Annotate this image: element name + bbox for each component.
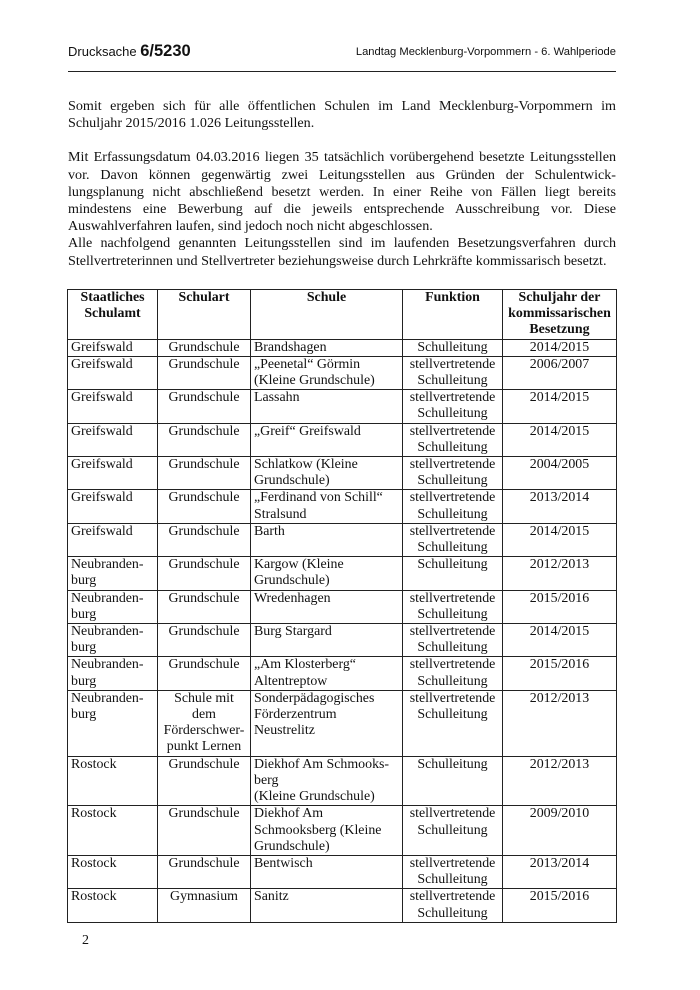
column-header: Staatliches Schulamt (68, 290, 158, 340)
table-cell: Neubranden- burg (68, 657, 158, 690)
table-cell: „Greif“ Greifswald (251, 423, 403, 456)
table-cell: Lassahn (251, 390, 403, 423)
table-cell: stellvertretende Schulleitung (403, 806, 503, 856)
table-cell: stellvertretende Schulleitung (403, 590, 503, 623)
table-cell: Grundschule (158, 590, 251, 623)
table-cell: Neubranden- burg (68, 557, 158, 590)
table-row (68, 657, 617, 690)
table-cell: Burg Stargard (251, 624, 403, 657)
table-cell: Grundschule (158, 557, 251, 590)
table-cell: Grundschule (158, 624, 251, 657)
page-header (68, 38, 616, 62)
page-number: 2 (82, 933, 89, 948)
table-cell: Kargow (Kleine Grundschule) (251, 557, 403, 590)
table-cell: 2014/2015 (503, 339, 617, 356)
table-cell: Rostock (68, 806, 158, 856)
table-cell: Rostock (68, 756, 158, 806)
table-cell: Schulleitung (403, 756, 503, 806)
table-cell: 2006/2007 (503, 356, 617, 389)
table-cell: 2014/2015 (503, 624, 617, 657)
table-cell: 2012/2013 (503, 557, 617, 590)
table-cell: Diekhof Am Schmooks- berg (Kleine Grundschule) (251, 756, 403, 806)
table-cell: stellvertretende Schulleitung (403, 356, 503, 389)
table-cell: Brandshagen (251, 339, 403, 356)
table-cell: Grundschule (158, 339, 251, 356)
table-cell: stellvertretende Schulleitung (403, 889, 503, 922)
table-cell: Schulleitung (403, 557, 503, 590)
table-cell: Greifswald (68, 423, 158, 456)
table-cell: 2014/2015 (503, 390, 617, 423)
table-row (68, 490, 617, 523)
table-cell: stellvertretende Schulleitung (403, 690, 503, 756)
table-cell: Schlatkow (Kleine Grundschule) (251, 457, 403, 490)
table-row (68, 457, 617, 490)
table-row (68, 590, 617, 623)
table-cell: stellvertretende Schulleitung (403, 490, 503, 523)
table-row (68, 557, 617, 590)
table-cell: stellvertretende Schulleitung (403, 523, 503, 556)
table-cell: „Peenetal“ Görmin (Kleine Grundschule) (251, 356, 403, 389)
table-cell: stellvertretende Schulleitung (403, 657, 503, 690)
table-cell: Greifswald (68, 490, 158, 523)
table-cell: Neubranden- burg (68, 590, 158, 623)
table-cell: Greifswald (68, 523, 158, 556)
table-cell: 2015/2016 (503, 657, 617, 690)
table-cell: 2014/2015 (503, 523, 617, 556)
table-cell: Sanitz (251, 889, 403, 922)
table-cell: Rostock (68, 855, 158, 888)
table-cell: stellvertretende Schulleitung (403, 855, 503, 888)
table-cell: 2012/2013 (503, 756, 617, 806)
table-cell: Grundschule (158, 657, 251, 690)
table-row (68, 806, 617, 856)
table-cell: Grundschule (158, 855, 251, 888)
table-row (68, 624, 617, 657)
table-row (68, 855, 617, 888)
table-cell: Grundschule (158, 423, 251, 456)
table-cell: „Am Klosterberg“ Altentreptow (251, 657, 403, 690)
table-cell: Neubranden- burg (68, 690, 158, 756)
paragraph: Somit ergeben sich für alle öffentlichen Schulen im Land Mecklenburg-Vorpommern im Schuljahr 2015/2016 1.026 Leitungsstellen. (68, 98, 616, 132)
table-cell: Greifswald (68, 339, 158, 356)
table-header-row (68, 290, 617, 340)
table-row (68, 756, 617, 806)
table-cell: Grundschule (158, 390, 251, 423)
table-cell: Wredenhagen (251, 590, 403, 623)
column-header: Schuljahr der kommissarischen Besetzung (503, 290, 617, 340)
table-row (68, 690, 617, 756)
table-cell: Schule mit dem Förderschwer- punkt Lernen (158, 690, 251, 756)
parliament-label: Landtag Mecklenburg-Vorpommern - 6. Wahlperiode (355, 46, 616, 58)
table-cell: Grundschule (158, 490, 251, 523)
table-cell: 2004/2005 (503, 457, 617, 490)
table-cell: Schulleitung (403, 339, 503, 356)
table-cell: Greifswald (68, 390, 158, 423)
header-rule (68, 71, 616, 72)
paragraph: Mit Erfassungsdatum 04.03.2016 liegen 35 tatsächlich vorübergehend besetzte Leitungsstellen vor. Davon können gegenwärtig zwei Leitungsstellen aus Gründen der Schulentwicklungsplanung nicht abschließend besetzt werden. In einer Reihe von Fällen liegt bereits mindestens eine Bewerbung auf die jeweils entsprechende Ausschreibung vor. Diese Auswahlverfahren laufen, sind jedoch noch nicht abgeschlossen. (68, 149, 616, 235)
column-header: Funktion (403, 290, 503, 340)
table-cell: Grundschule (158, 756, 251, 806)
table-cell: „Ferdinand von Schill“ Stralsund (251, 490, 403, 523)
column-header: Schulart (158, 290, 251, 340)
table-row (68, 423, 617, 456)
table-row (68, 356, 617, 389)
vacancy-table (67, 289, 617, 923)
table-cell: 2013/2014 (503, 855, 617, 888)
table-cell: stellvertretende Schulleitung (403, 423, 503, 456)
table-row (68, 339, 617, 356)
table-row (68, 889, 617, 922)
table-cell: 2012/2013 (503, 690, 617, 756)
table-cell: Greifswald (68, 457, 158, 490)
table-row (68, 523, 617, 556)
table-cell: Grundschule (158, 457, 251, 490)
paragraph: Alle nachfolgend genannten Leitungsstellen sind im laufenden Besetzungsverfahren durch Stellvertreterinnen und Stellvertreter beziehungsweise durch Lehrkräfte kommissarisch besetzt. (68, 235, 616, 269)
table-cell: stellvertretende Schulleitung (403, 624, 503, 657)
table-cell: Greifswald (68, 356, 158, 389)
table-cell: Grundschule (158, 356, 251, 389)
column-header: Schule (251, 290, 403, 340)
table-cell: Sonderpädagogisches Förderzentrum Neustrelitz (251, 690, 403, 756)
table-cell: 2015/2016 (503, 590, 617, 623)
table-cell: 2009/2010 (503, 806, 617, 856)
table-cell: Diekhof Am Schmooksberg (Kleine Grundschule) (251, 806, 403, 856)
table-cell: Grundschule (158, 806, 251, 856)
table-cell: 2013/2014 (503, 490, 617, 523)
table-cell: Neubranden- burg (68, 624, 158, 657)
table-cell: stellvertretende Schulleitung (403, 457, 503, 490)
table-cell: Bentwisch (251, 855, 403, 888)
table-cell: stellvertretende Schulleitung (403, 390, 503, 423)
table-row (68, 390, 617, 423)
table-cell: 2015/2016 (503, 889, 617, 922)
document-number: Drucksache 6/5230 (68, 42, 191, 60)
table-cell: Gymnasium (158, 889, 251, 922)
table-cell: 2014/2015 (503, 423, 617, 456)
table-cell: Rostock (68, 889, 158, 922)
table-cell: Barth (251, 523, 403, 556)
table-cell: Grundschule (158, 523, 251, 556)
body-text (68, 98, 616, 270)
